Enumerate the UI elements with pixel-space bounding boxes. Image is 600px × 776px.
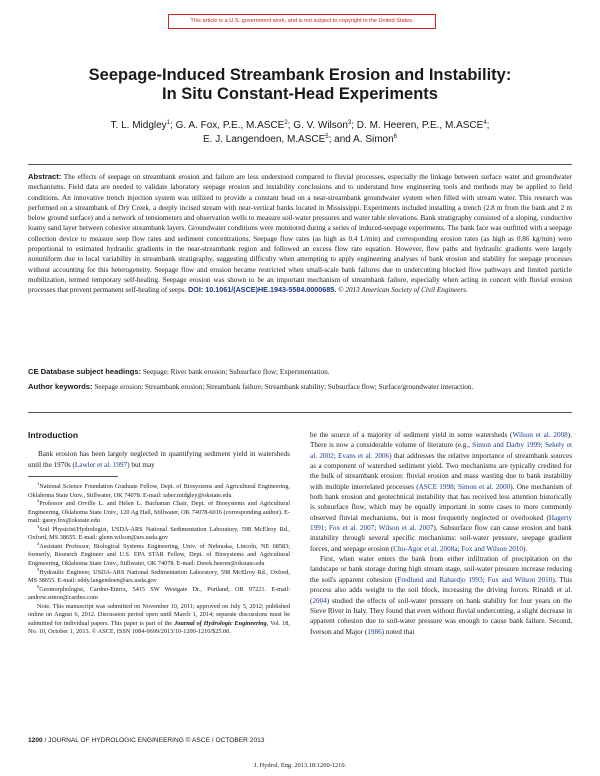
- text-run: ). One mechanism of both bank erosion and geotechnical instability that has received less attention historically is subsurface flow, which may be equally important in some cases to more commonly observed fluvial mechanisms, but is most frequently neglected or overlooked (: [310, 482, 573, 522]
- footnote: [28, 523, 290, 543]
- divider-mid: [28, 412, 572, 413]
- page-number: 1200: [28, 737, 43, 744]
- author: G. A. Fox, P.E., M.ASCE: [175, 120, 285, 131]
- citation-link[interactable]: ASCE 1998: [418, 482, 454, 491]
- citation-link[interactable]: Simon et al. 2000: [457, 482, 511, 491]
- citation-link[interactable]: 2004: [312, 596, 327, 605]
- author-sep: ;: [287, 120, 294, 131]
- text-run: ) noted that: [381, 627, 415, 636]
- text-run: ). Subsurface flow can cause erosion and bank instability through several specific mechanisms: soil-water pressure, seepage gradient forces, and seepage erosion (: [310, 524, 572, 553]
- right-column: [310, 430, 572, 637]
- citation-link[interactable]: Simon and Darby 1999: [472, 441, 541, 450]
- title-line-1: Seepage-Induced Streambank Erosion and Instability:: [88, 66, 512, 84]
- citation-link[interactable]: Sekely et al. 2002: [310, 441, 573, 460]
- text-run: be the source of a majority of sediment yield in some watersheds (: [310, 431, 513, 439]
- footnote-sup: 6: [37, 583, 40, 589]
- author-sep: ;: [351, 120, 357, 131]
- ce-subject-label: CE Database subject headings:: [28, 367, 142, 376]
- citation-link[interactable]: 1986: [367, 627, 382, 636]
- footnote: [28, 583, 290, 603]
- note-text: Note. This manuscript was submitted on November 10, 2011; approved on July 5, 2012; published online on August 6, 2012. Discussion period open until March 1, 2014; separate discussions must be submitted for individual papers. This paper is part of the: [28, 602, 290, 627]
- note-text: , Vol. 18, No. 10, October 1, 2013. © ASCE, ISSN 1084-0699/2013/10-1200-1210/$25.00.: [28, 619, 290, 636]
- author: G. V. Wilson: [293, 120, 348, 131]
- abstract: [28, 172, 572, 296]
- author-list: [30, 119, 570, 146]
- footnote-sup: 4: [37, 540, 40, 546]
- footnote-sup: 3: [37, 523, 40, 529]
- text-run: First, when water enters the bank from either infiltration of precipitation on the landscape or bank storage during high stream stage, soil-water pressure increase reducing the soil's apparent cohesion (: [310, 555, 572, 584]
- footnote-sup: 2: [37, 498, 40, 504]
- ce-subject-text: Seepage; River bank erosion; Subsurface flow; Experimentation.: [142, 368, 330, 376]
- left-column: [28, 430, 290, 637]
- ce-subject-headings: [28, 367, 572, 377]
- title-line-2: In Situ Constant-Head Experiments: [162, 85, 438, 103]
- citation-link[interactable]: Fox and Wilson 2010: [487, 575, 553, 584]
- citation-link[interactable]: Fredlund and Rahardjo 1993: [397, 575, 483, 584]
- abstract-label: Abstract:: [28, 172, 62, 181]
- footnote: [28, 566, 290, 586]
- intro-paragraph: [28, 449, 290, 470]
- text-run: ). There is now a considerable volume of literature (e.g.,: [310, 431, 572, 450]
- author-sup: 2: [284, 120, 288, 126]
- author-sep: ; and: [328, 133, 354, 145]
- author-sup: 3: [347, 120, 352, 126]
- divider-top: [28, 164, 572, 165]
- author-sep: ;: [170, 120, 176, 131]
- author-sup: 5: [325, 133, 329, 140]
- citation-link[interactable]: Hagerty 1991: [310, 513, 572, 533]
- footnote-text: Soil Physicist/Hydrologist, USDA-ARS National Sedimentation Laboratory, 598 McElroy Rd., Oxford, MS 38655. E-mail: glenn.wilson@ars.usda.gov: [28, 525, 290, 542]
- text-run: ) but may: [127, 460, 155, 469]
- author-keywords: [28, 382, 572, 392]
- author: T. L. Midgley: [110, 120, 167, 131]
- author-sup: 6: [393, 133, 398, 140]
- footnote-sup: 1: [37, 481, 40, 487]
- text-run: Bank erosion has been largely neglected in quantifying sediment yield in watersheds until the 1970s (: [28, 450, 290, 469]
- page-footer: 1200 / JOURNAL OF HYDROLOGIC ENGINEERING © ASCE / OCTOBER 2013: [28, 737, 265, 744]
- citation-link[interactable]: Wilson et al. 2007: [378, 524, 434, 533]
- body-paragraph: be the source of a majority of sediment yield in some watersheds (Wilson et al. 2008). There is now a considerable volume of literature (e.g., Simon and Darby 1999; Sekely et al. 2002; Evans et al. 2006) that addresses the relative importance of streambank sources as a component of watershed sediment yield. Two mechanisms are typically credited for the bulk of streambank erosion: fluvial erosion and mass wasting due to bank instability with multiple interrelated processes (ASCE 1998; Simon et al. 2000). One mechanism of both bank erosion and geotechnical instability that has received less attention historically is subsurface flow, which may be equally important in some cases to more commonly observed fluvial mechanisms, but is most frequently neglected or overlooked (Hagerty 1991; Fox et al. 2007; Wilson et al. 2007). Subsurface flow can cause erosion and bank instability through several specific mechanisms: soil-water pressure, seepage gradient forces, and seepage erosion (Chu-Agor et al. 2008a; Fox and Wilson 2010).: [310, 431, 573, 553]
- author-sup: 1: [166, 120, 171, 126]
- footnote-divider: [28, 476, 118, 477]
- citation-link[interactable]: Evans et al. 2006: [338, 451, 390, 460]
- footer-journal: JOURNAL OF HYDROLOGIC ENGINEERING © ASCE / OCTOBER 2013: [48, 737, 265, 744]
- doi-link[interactable]: DOI: 10.1061/(ASCE)HE.1943-5584.0000685.: [188, 285, 337, 295]
- text-run: ).: [522, 544, 528, 553]
- author-line-2: [30, 133, 570, 147]
- keywords-text: Seepage erosion; Streambank erosion; Streambank failure; Streambank stability; Subsurface flow; Surface/groundwater interaction.: [94, 383, 474, 391]
- text-run: ). This process also adds weight to the soil block, increasing the driving forces. Rinaldi et al. (: [310, 575, 572, 605]
- copyright-notice: This article is a U.S. government work, and is not subject to copyright in the United States.: [168, 14, 436, 29]
- submission-note: [28, 603, 290, 637]
- citation-line: J. Hydrol. Eng. 2013.18:1200-1210.: [253, 762, 347, 769]
- journal-name: Journal of Hydrologic Engineering: [174, 619, 267, 627]
- footnote: [28, 540, 290, 569]
- citation-link[interactable]: Lawler et al. 1997: [74, 460, 128, 469]
- footnote-sup: 5: [37, 566, 40, 572]
- footnote-text: Hydraulic Engineer, USDA-ARS National Sedimentation Laboratory, 598 McElroy Rd., Oxford, MS 38655. E-mail: eddy.langendoen@ars.usda.gov: [28, 568, 290, 585]
- abstract-copyright: © 2013 American Society of Civil Engineers.: [338, 286, 468, 295]
- text-run: ) that addresses the relative importance of streambank sources as a component of watershed sediment yield. Two mechanisms are typically credited for the bulk of streambank erosion: fluvial erosion and mass wasting due to bank instability with multiple interrelated processes (: [310, 451, 572, 491]
- author: A. Simon: [353, 133, 394, 145]
- intro-heading: Introduction: [28, 430, 79, 440]
- footnote: [28, 500, 290, 526]
- author-sup: 4: [483, 120, 487, 126]
- abstract-text: The effects of seepage on streambank erosion and failure are less understood compared to fluvial processes, especially the linkage between surface water and groundwater mechanisms. Field data are needed to validate laboratory seepage erosion and instability conclusions and to understand how engineering tools and methods may be applied to field conditions. An innovative trench injection system was utilized to provide a constant head on a near-streambank groundwater system when filled with stream water. This research was performed on a streambank of Dry Creek, a deeply incised stream with near-vertical banks located in Mississippi. Experiments included installing a trench (2.8 m from the bank and 2 m below ground surface) and a network of tensiometers and observation wells to measure soil-water pressures and water table elevations. Bank stratigraphy consisted of a sloping, conductive loamy sand layer between cohesive streambank layers. Groundwater conditions were monitored during a series of induced-seepage experiments. The bank face was outfitted with a seepage collection device to measure seep flow rates and sediment concentrations. Seepage flow rates (as high as 0.4 L/min) and corresponding erosion rates (as high as 0.86 kg/min) were proportional to estimated hydraulic gradients in the near-streambank region and followed an excess flow rate equation. However, flow paths and hydraulic gradients were largely nonuniform due to local variability in streambank stratigraphy, suggesting difficulty when attempting to apply engineering analyses of bank erosion and stability for seepage processes without accounting for this heterogeneity. Seepage flow and erosion became restricted when small-scale bank failures due to undercutting blocked flow pathways and limited particle mobilization, termed temporary self-healing. Seepage erosion was shown to be an important mechanism of streambank failure, especially when acting in concert with fluvial erosion processes that prevent permanent self-healing of seeps.: [28, 173, 573, 295]
- author: E. J. Langendoen, M.ASCE: [202, 133, 326, 145]
- text-run: ) studied the effects of soil-water pressure on bank stability for four years on the Sieve River in Italy. They found that even without fluvial undercutting, a slight decrease in apparent cohesion due to soil-water pressure was enough to cause bank failure. Second, Iverson and Major (: [310, 596, 572, 636]
- footnote-text: Professor and Orville L. and Helen L. Buchanan Chair, Dept. of Biosystems and Agricultural Engineering, Oklahoma State Univ., 120 Ag Hall, Stillwater, OK 74078-6016 (corresponding author). E-mail: garey.fox@okstate.edu: [28, 500, 290, 525]
- citation-link[interactable]: Fox et al. 2007: [328, 524, 375, 533]
- author-sep: ;: [486, 120, 490, 131]
- citation-link[interactable]: Wilson et al. 2008: [512, 431, 568, 439]
- footnote-text: Geomorphologist, Cardno-Entrix, 5415 SW Westgate Dr., Portland, OR 97221. E-mail: andrew.simon@cardno.com: [28, 585, 290, 602]
- footnote-text: National Science Foundation Graduate Fellow, Dept. of Biosystems and Agricultural Engineering, Oklahoma State Univ., Stillwater, OK 74078. E-mail: taber.midgley@okstate.edu: [28, 483, 290, 499]
- footnote: [28, 483, 290, 500]
- keywords-label: Author keywords:: [28, 382, 93, 391]
- body-paragraph: First, when water enters the bank from either infiltration of precipitation on the landscape or bank storage during high stream stage, soil-water pressure increase reducing the soil's apparent cohesion (Fredlund and Rahardjo 1993; Fox and Wilson 2010). This process also adds weight to the soil block, increasing the driving forces. Rinaldi et al. (2004) studied the effects of soil-water pressure on bank stability for four years on the Sieve River in Italy. They found that even without fluvial undercutting, a slight decrease in apparent cohesion due to soil-water pressure was enough to cause bank failure. Second, Iverson and Major (1986) noted that: [310, 555, 572, 636]
- citation-link[interactable]: Chu-Agor et al. 2008a: [393, 544, 458, 553]
- footnote-text: Assistant Professor, Biological Systems Engineering, Univ. of Nebraska, Lincoln, NE 68583; formerly, Research Engineer and U.S. EPA STAR Fellow, Dept. of Biosystems and Agricultural Engineering, Oklahoma State Univ., Stillwater, OK 74078. E-mail: Derek.heeren@okstate.edu: [28, 542, 290, 567]
- author-line-1: [30, 119, 570, 133]
- citation-link[interactable]: Fox and Wilson 2010: [461, 544, 523, 553]
- author: D. M. Heeren, P.E., M.ASCE: [356, 120, 484, 131]
- paper-title: [30, 66, 570, 104]
